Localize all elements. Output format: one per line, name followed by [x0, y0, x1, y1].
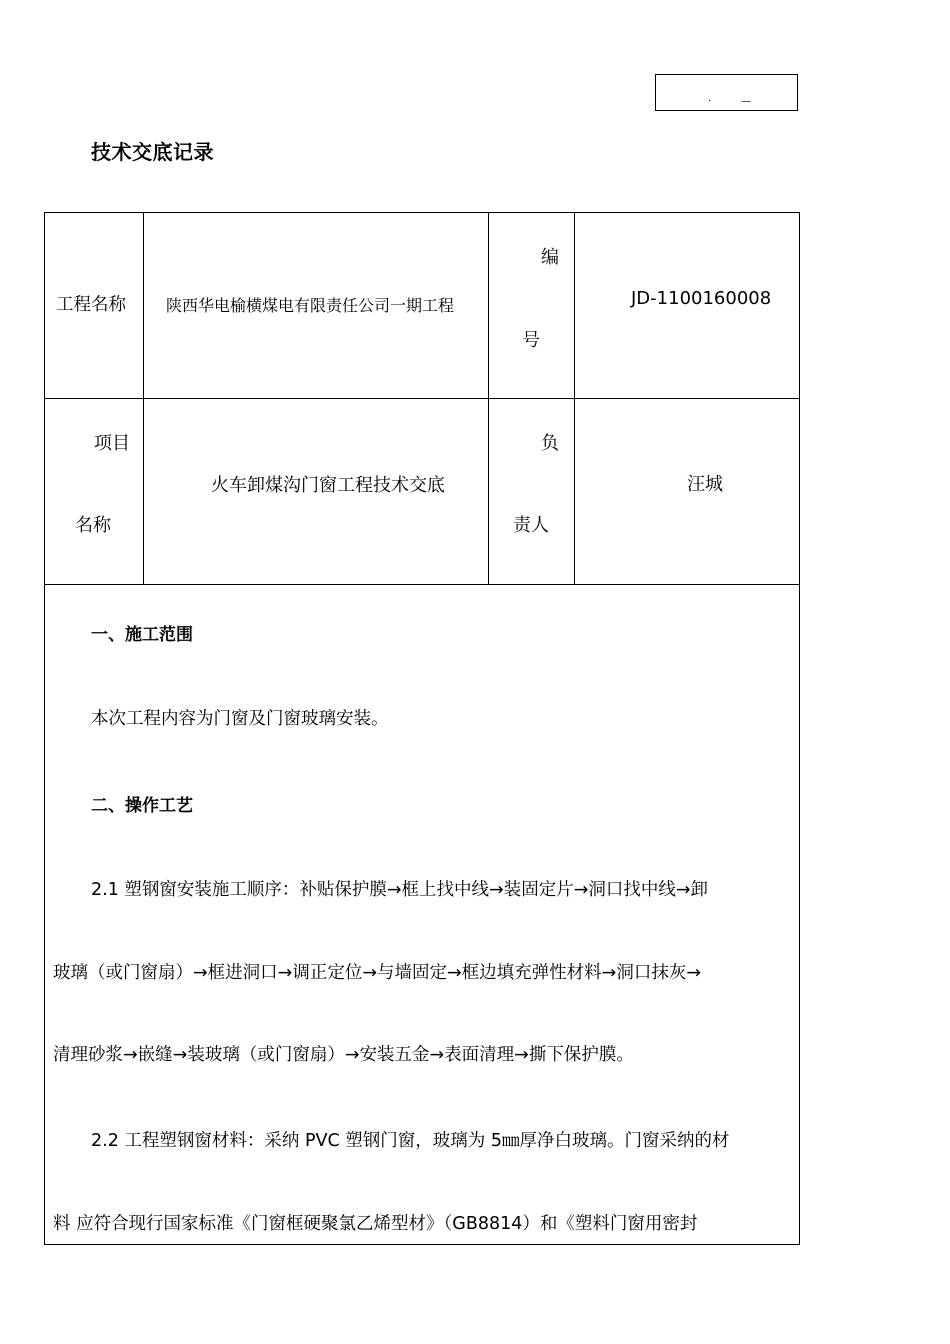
table-border-bottom [44, 1244, 800, 1245]
paragraph-2-1-line3: 清理砂浆→嵌缝→装玻璃（或门窗扇）→安装五金→表面清理→撕下保护膜。 [53, 1045, 634, 1065]
page-number-box [655, 74, 798, 111]
item-value: 火车卸煤沟门窗工程技术交底 [211, 475, 445, 496]
paragraph-2-2-line1: 2.2 工程塑钢窗材料：采纳 PVC 塑钢门窗，玻璃为 5㎜厚净白玻璃。门窗采纳的材 [91, 1131, 730, 1151]
paragraph-2-1-line2: 玻璃（或门窗扇）→框进洞口→调正定位→与墙固定→框边填充弹性材料→洞口抹灰→ [53, 963, 701, 983]
item-label-line2: 名称 [75, 515, 111, 536]
code-label-line2: 号 [522, 330, 540, 351]
table-row-divider-2 [44, 584, 800, 585]
owner-label-line2: 责人 [513, 515, 549, 536]
table-col-divider-3 [574, 212, 575, 585]
table-border-left [44, 212, 45, 1245]
project-name-value: 陕西华电榆横煤电有限责任公司一期工程 [166, 296, 455, 315]
paragraph-2-1-line1: 2.1 塑钢窗安装施工顺序：补贴保护膜→框上找中线→装固定片→洞口找中线→卸 [91, 880, 709, 900]
table-border-right [799, 212, 800, 1245]
paragraph-2-2-line2: 料 应符合现行国家标准《门窗框硬聚氯乙烯型材》（GB8814）和《塑料门窗用密封 [53, 1214, 698, 1234]
item-label-line1: 项目 [94, 433, 130, 454]
section1-heading: 一、施工范围 [91, 625, 193, 645]
page-box-mark-right: — [741, 96, 751, 107]
project-name-label: 工程名称 [56, 295, 126, 315]
owner-label-line1: 负 [541, 433, 559, 454]
section2-heading: 二、操作工艺 [91, 796, 193, 816]
table-col-divider-2 [488, 212, 489, 585]
owner-value: 汪城 [687, 474, 723, 495]
section1-text: 本次工程内容为门窗及门窗玻璃安装。 [91, 709, 389, 729]
table-col-divider-1 [143, 212, 144, 585]
code-value: JD-1100160008 [631, 288, 772, 309]
document-title: 技术交底记录 [91, 140, 214, 164]
table-row-divider-1 [44, 398, 800, 399]
page-box-mark-left: · [708, 96, 712, 107]
code-label-line1: 编 [541, 247, 559, 268]
table-border-top [44, 212, 800, 213]
